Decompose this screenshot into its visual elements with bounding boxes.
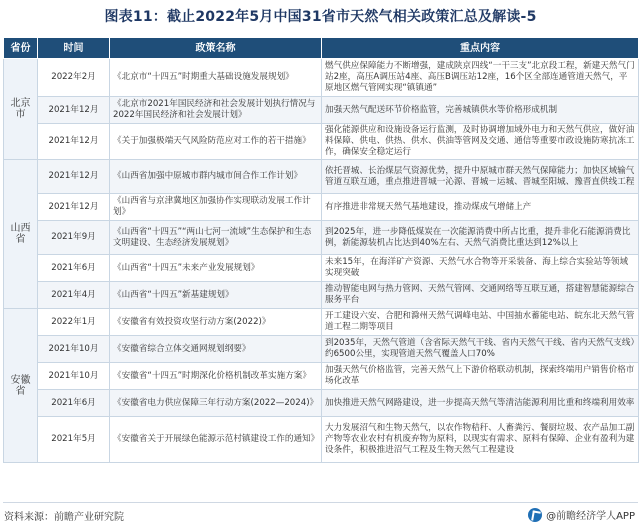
content-cell: 加强天然气配送环节价格监管，完善城镇供水等价格形成机制 — [322, 97, 639, 124]
policy-cell: 《关于加强极端天气风险防范应对工作的若干措施》 — [110, 124, 322, 160]
header-policy: 政策名称 — [110, 38, 322, 59]
content-cell: 有序推进非常规天然气基地建设，推动煤成气增储上产 — [322, 194, 639, 221]
time-cell: 2021年12月 — [38, 124, 110, 160]
policy-cell: 《北京市2021年国民经济和社会发展计划执行情况与2022年国民经济和社会发展计划》 — [110, 97, 322, 124]
content-cell: 燃气供应保障能力不断增强，建成陕京四线“一干三支”北京段工程，新建天然气门站2座，高压A调压站4座、高压B调压站12座，16个区全部连通管道天然气，平原地区燃气管网实现“镇镇通” — [322, 59, 639, 97]
table-row — [4, 309, 639, 336]
time-cell: 2021年5月 — [38, 417, 110, 463]
policy-table — [3, 37, 639, 463]
content-cell: 到2025年，进一步降低煤炭在一次能源消费中所占比重，提升非化石能源消费比例，新能源装机占比达到40%左右、天然气消费比重达到12%以上 — [322, 221, 639, 255]
content-cell: 加强天然气价格监管，完善天然气上下游价格联动机制，探索终端用户销售价格市场化改革 — [322, 363, 639, 390]
brand-logo-icon — [528, 508, 542, 522]
time-cell: 2021年4月 — [38, 282, 110, 309]
header-content: 重点内容 — [322, 38, 639, 59]
content-cell: 加快推进天然气网路建设，进一步提高天然气等清洁能源利用比重和终端利用效率 — [322, 390, 639, 417]
time-cell: 2021年12月 — [38, 97, 110, 124]
table-row — [4, 282, 639, 309]
province-cell-anhui: 安徽省 — [4, 309, 38, 463]
province-cell-beijing: 北京市 — [4, 59, 38, 160]
policy-cell: 《山西省“十四五”未来产业发展规划》 — [110, 255, 322, 282]
brand-mark — [528, 507, 635, 522]
policy-cell: 《山西省“十四五”“两山七河一流域”生态保护和生态文明建设、生态经济发展规划》 — [110, 221, 322, 255]
table-row — [4, 363, 639, 390]
policy-cell: 《安徽省“十四五”时期深化价格机制改革实施方案》 — [110, 363, 322, 390]
time-cell: 2021年9月 — [38, 221, 110, 255]
province-cell-shanxi: 山西省 — [4, 160, 38, 309]
table-row — [4, 390, 639, 417]
content-cell: 到2035年，天然气管道（含省际天然气干线、省内天然气干线、省内天然气支线）约6500公里，实现管道天然气覆盖人口70% — [322, 336, 639, 363]
table-row — [4, 336, 639, 363]
table-row — [4, 124, 639, 160]
time-cell: 2021年6月 — [38, 390, 110, 417]
time-cell: 2021年6月 — [38, 255, 110, 282]
time-cell: 2021年10月 — [38, 336, 110, 363]
policy-cell: 《山西省加强中原城市群内城市间合作工作计划》 — [110, 160, 322, 194]
header-province: 省份 — [4, 38, 38, 59]
table-row — [4, 160, 639, 194]
policy-cell: 《山西省“十四五”新基建规划》 — [110, 282, 322, 309]
header-time: 时间 — [38, 38, 110, 59]
time-cell: 2022年2月 — [38, 59, 110, 97]
time-cell: 2021年12月 — [38, 194, 110, 221]
content-cell: 开工建设六安、合肥和滁州天然气调峰电站、中国抽水蓄能电站、皖东北天然气管道工程二期等项目 — [322, 309, 639, 336]
time-cell: 2021年12月 — [38, 160, 110, 194]
policy-cell: 《北京市“十四五”时期重大基础设施发展规划》 — [110, 59, 322, 97]
table-header-row — [4, 38, 639, 59]
content-cell: 推动智能电网与热力管网、天然气管网、交通网络等互联互通，搭建智慧能源综合服务平台 — [322, 282, 639, 309]
footer-divider — [3, 502, 638, 503]
table-row — [4, 97, 639, 124]
page-title: 图表11：截止2022年5月中国31省市天然气相关政策汇总及解读-5 — [104, 9, 537, 25]
policy-cell: 《山西省与京津冀地区加强协作实现联动发展工作计划》 — [110, 194, 322, 221]
content-cell: 未来15年，在海洋矿产资源、天然气水合物等开采装备、海上综合实验站等领域实现突破 — [322, 255, 639, 282]
policy-cell: 《安徽省关于开展绿色能源示范村镇建设工作的通知》 — [110, 417, 322, 463]
source-note: 资料来源：前瞻产业研究院 — [4, 512, 124, 523]
table-row — [4, 221, 639, 255]
policy-cell: 《安徽省有效投资攻坚行动方案(2022)》 — [110, 309, 322, 336]
table-row — [4, 417, 639, 463]
content-cell: 强化能源供应和设施设备运行监测，及时协调增加域外电力和天然气供应，做好油料保障、供电、供热、供水、供油等管网及交通、通信等重要市政设施防寒抗冻工作，确保安全稳定运行 — [322, 124, 639, 160]
brand-text: @前瞻经济学人APP — [546, 511, 635, 522]
table-row — [4, 59, 639, 97]
table-row — [4, 194, 639, 221]
content-cell: 依托晋城、长治煤层气资源优势，提升中原城市群天然气保障能力；加快区域输气管道互联互通，重点推进晋城一沁源、晋城－运城、晋城至阳城、豫晋直供线工程 — [322, 160, 639, 194]
time-cell: 2021年10月 — [38, 363, 110, 390]
table-row — [4, 255, 639, 282]
time-cell: 2022年1月 — [38, 309, 110, 336]
policy-cell: 《安徽省综合立体交通网规划纲要》 — [110, 336, 322, 363]
policy-cell: 《安徽省电力供应保障三年行动方案(2022—2024)》 — [110, 390, 322, 417]
content-cell: 大力发展沼气和生物天然气，以农作物秸秆、人畜粪污、餐厨垃圾、农产品加工副产物等农业农村有机废弃物为原料，以现实有需求、原料有保障、企业有盈利为建设条件，积极推进沼气工程及生物天然气工程建设 — [322, 417, 639, 463]
